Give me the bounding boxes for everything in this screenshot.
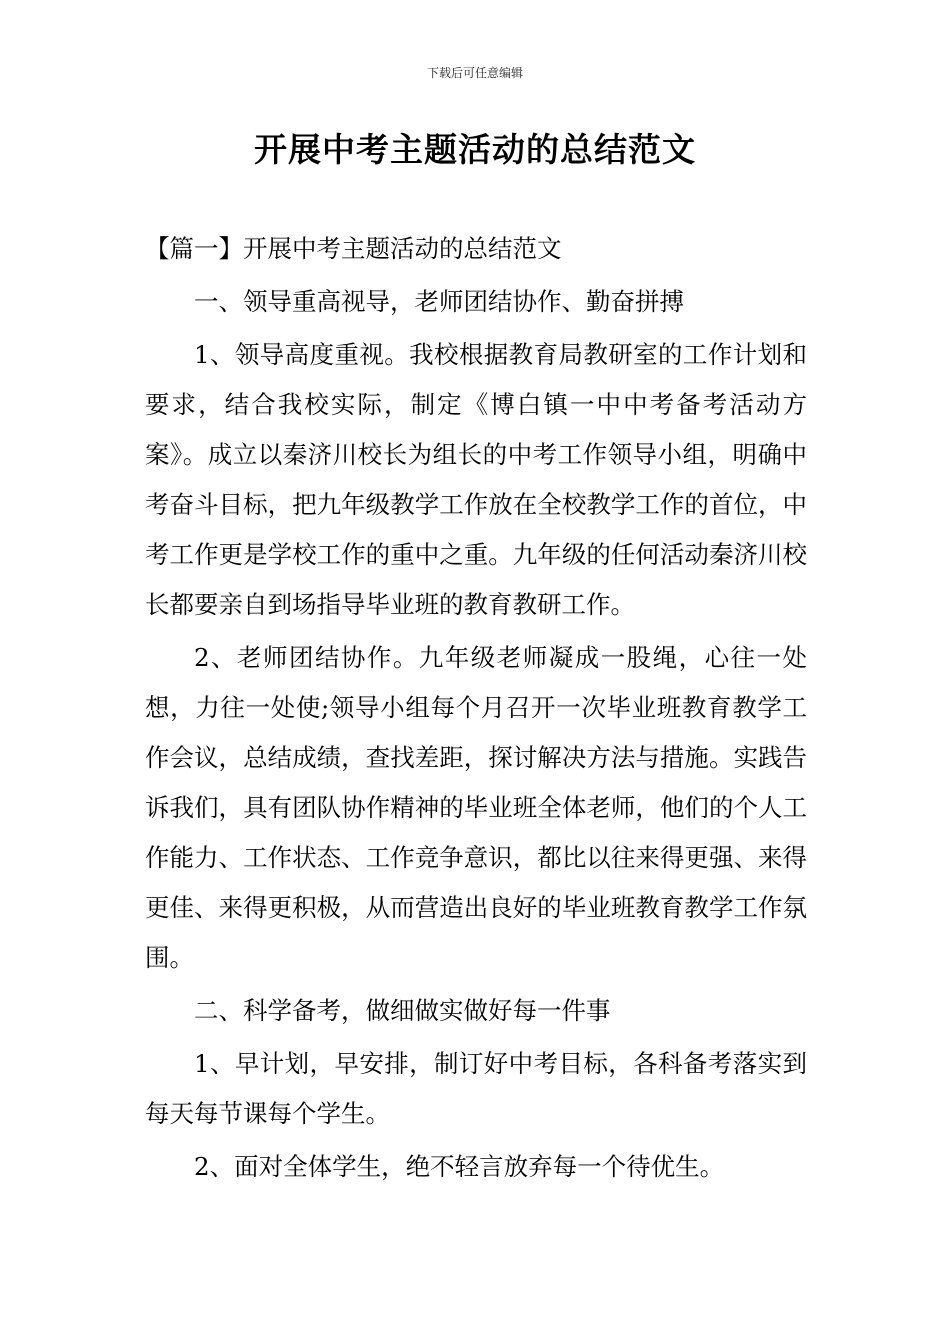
section-label: 【篇一】开展中考主题活动的总结范文 xyxy=(145,234,562,263)
paragraph: 2、面对全体学生，绝不轻言放弃每一个待优生。 xyxy=(194,1152,725,1181)
document-title: 开展中考主题活动的总结范文 xyxy=(254,130,696,169)
paragraph: 2、老师团结协作。九年级老师凝成一股绳，心往一处想，力往一处使;领导小组每个月召开一次毕业班教育教学工作会议，总结成绩，查找差距，探讨解决方法与措施。实践告诉我们，具有团队协作精神的毕业班全体老师，他们的个人工作能力、工作状态、工作竞争意识，都比以往来得更强、来得更佳、来得更积极，从而营造出良好的毕业班教育教学工作氛围。 xyxy=(145,643,807,972)
paragraph-heading-2: 二、科学备考，做细做实做好每一件事 xyxy=(194,996,611,1025)
paragraph-heading-1: 一、领导重高视导，老师团结协作、勤奋拼搏 xyxy=(194,287,684,316)
paragraph: 1、早计划，早安排，制订好中考目标，各科备考落实到每天每节课每个学生。 xyxy=(145,1049,807,1128)
document-body xyxy=(145,224,807,1195)
paragraph: 1、领导高度重视。我校根据教育局教研室的工作计划和要求，结合我校实际，制定《博白镇一中中考备考活动方案》。成立以秦济川校长为组长的中考工作领导小组，明确中考奋斗目标，把九年级教学工作放在全校教学工作的首位，中考工作更是学校工作的重中之重。九年级的任何活动秦济川校长都要亲自到场指导毕业班的教育教研工作。 xyxy=(145,340,807,619)
page-header-note: 下载后可任意编辑 xyxy=(426,66,523,80)
